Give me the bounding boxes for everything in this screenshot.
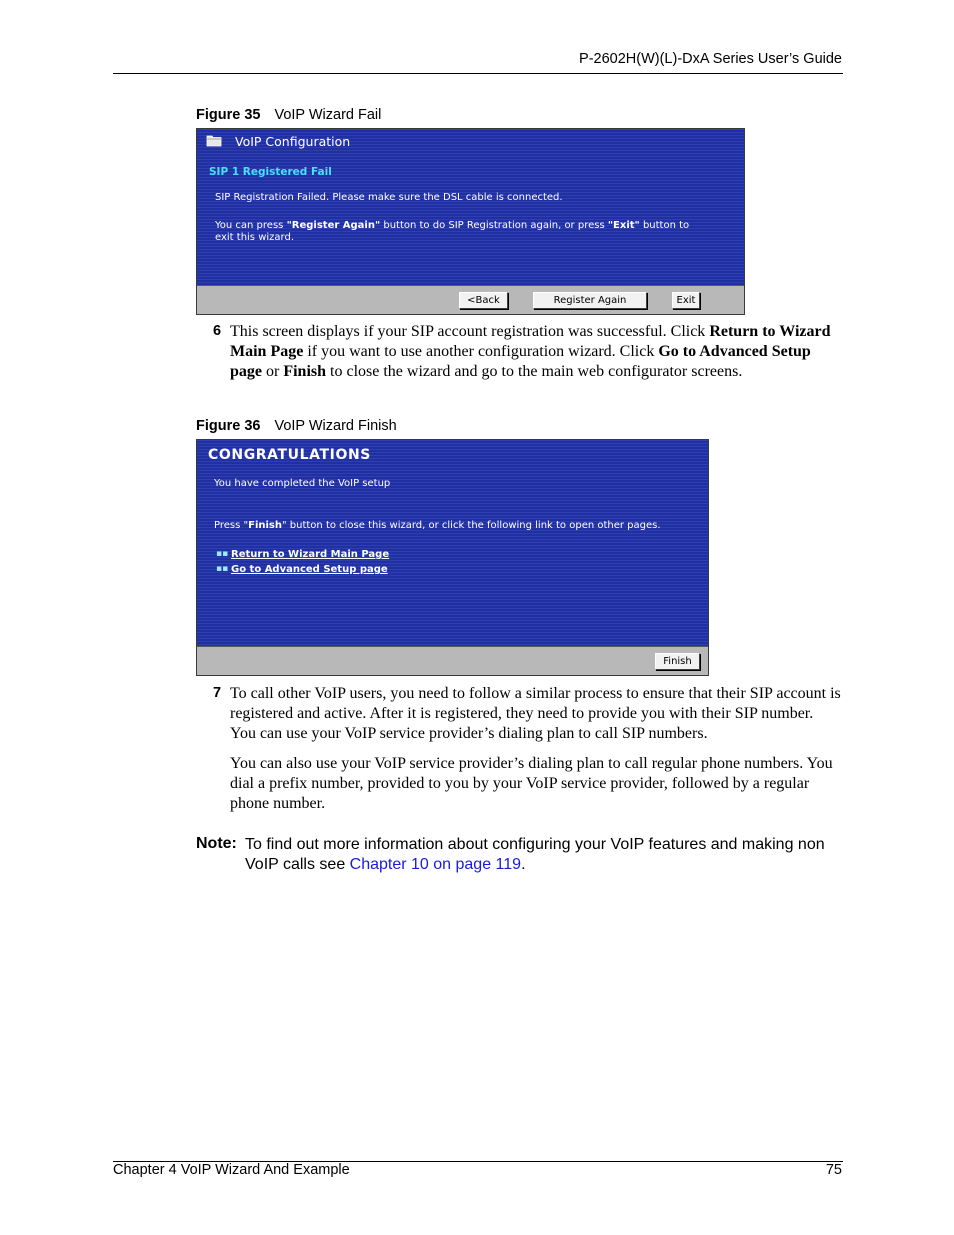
note-label: Note: (196, 835, 237, 852)
footer-chapter: Chapter 4 VoIP Wizard And Example (113, 1162, 350, 1178)
step-7-paragraph-1: To call other VoIP users, you need to follow a similar process to ensure that their SIP account is registered and active. After it is registered, they need to provide you with their SIP number. You can use your VoIP service provider’s dialing plan to call SIP numbers. (230, 685, 841, 742)
figure-35-title: VoIP Wizard Fail (274, 107, 382, 123)
figure-36-title: VoIP Wizard Finish (274, 418, 397, 434)
folder-icon (206, 134, 222, 147)
return-to-wizard-main-page-link[interactable]: Return to Wizard Main Page (231, 549, 390, 560)
window-title: VoIP Configuration (235, 134, 351, 149)
wizard-content-panel (197, 440, 708, 647)
go-to-advanced-setup-link[interactable]: Go to Advanced Setup page (231, 564, 388, 575)
button-bar (197, 646, 708, 675)
figure-35-label: Figure 35 (196, 107, 261, 123)
bullet-icon: ▪▪ (216, 564, 229, 574)
figure-35-caption (196, 107, 381, 123)
step-7-number: 7 (213, 685, 222, 701)
voip-wizard-finish-screen (196, 439, 709, 676)
step-7-paragraph-2: You can also use your VoIP service provider’s dialing plan to call regular phone numbers. You dial a prefix number, provided to you by your VoIP service provider, followed by a regular phone number. (230, 755, 833, 812)
figure-36-label: Figure 36 (196, 418, 261, 434)
page-number: 75 (825, 1162, 842, 1178)
note-text: To find out more information about configuring your VoIP features and making non VoIP calls see Chapter 10 on page 119. (245, 836, 825, 873)
completed-message: You have completed the VoIP setup (214, 478, 391, 489)
running-header: P-2602H(W)(L)-DxA Series User’s Guide (579, 51, 842, 67)
button-bar (197, 285, 744, 314)
chapter-10-link[interactable]: Chapter 10 on page 119 (349, 856, 522, 873)
finish-instruction: Press "Finish" button to close this wizard, or click the following link to open other pages. (214, 520, 661, 531)
status-heading: SIP 1 Registered Fail (209, 166, 332, 178)
finish-button[interactable]: Finish (655, 653, 700, 670)
exit-button[interactable]: Exit (672, 292, 700, 309)
wizard-content-panel (197, 129, 744, 286)
instruction-line-1: You can press "Register Again" button to do SIP Registration again, or press "Exit" button to (215, 220, 690, 231)
step-6-number: 6 (213, 323, 222, 339)
register-again-button[interactable]: Register Again (533, 292, 647, 309)
instruction-line-2: exit this wizard. (215, 232, 294, 243)
figure-36-caption (196, 418, 397, 434)
bullet-icon: ▪▪ (216, 549, 229, 559)
header-rule (113, 73, 843, 74)
voip-wizard-fail-screen (196, 128, 745, 315)
failure-message: SIP Registration Failed. Please make sure the DSL cable is connected. (215, 192, 563, 203)
step-6-text: This screen displays if your SIP account registration was successful. Click Return to Wizard Main Page if you want to use another configuration wizard. Click Go to Advanced Setup page or Finish to close the wizard and go to the main web configurator screens. (230, 323, 831, 380)
back-button[interactable]: <Back (459, 292, 508, 309)
congratulations-heading: CONGRATULATIONS (208, 447, 371, 463)
